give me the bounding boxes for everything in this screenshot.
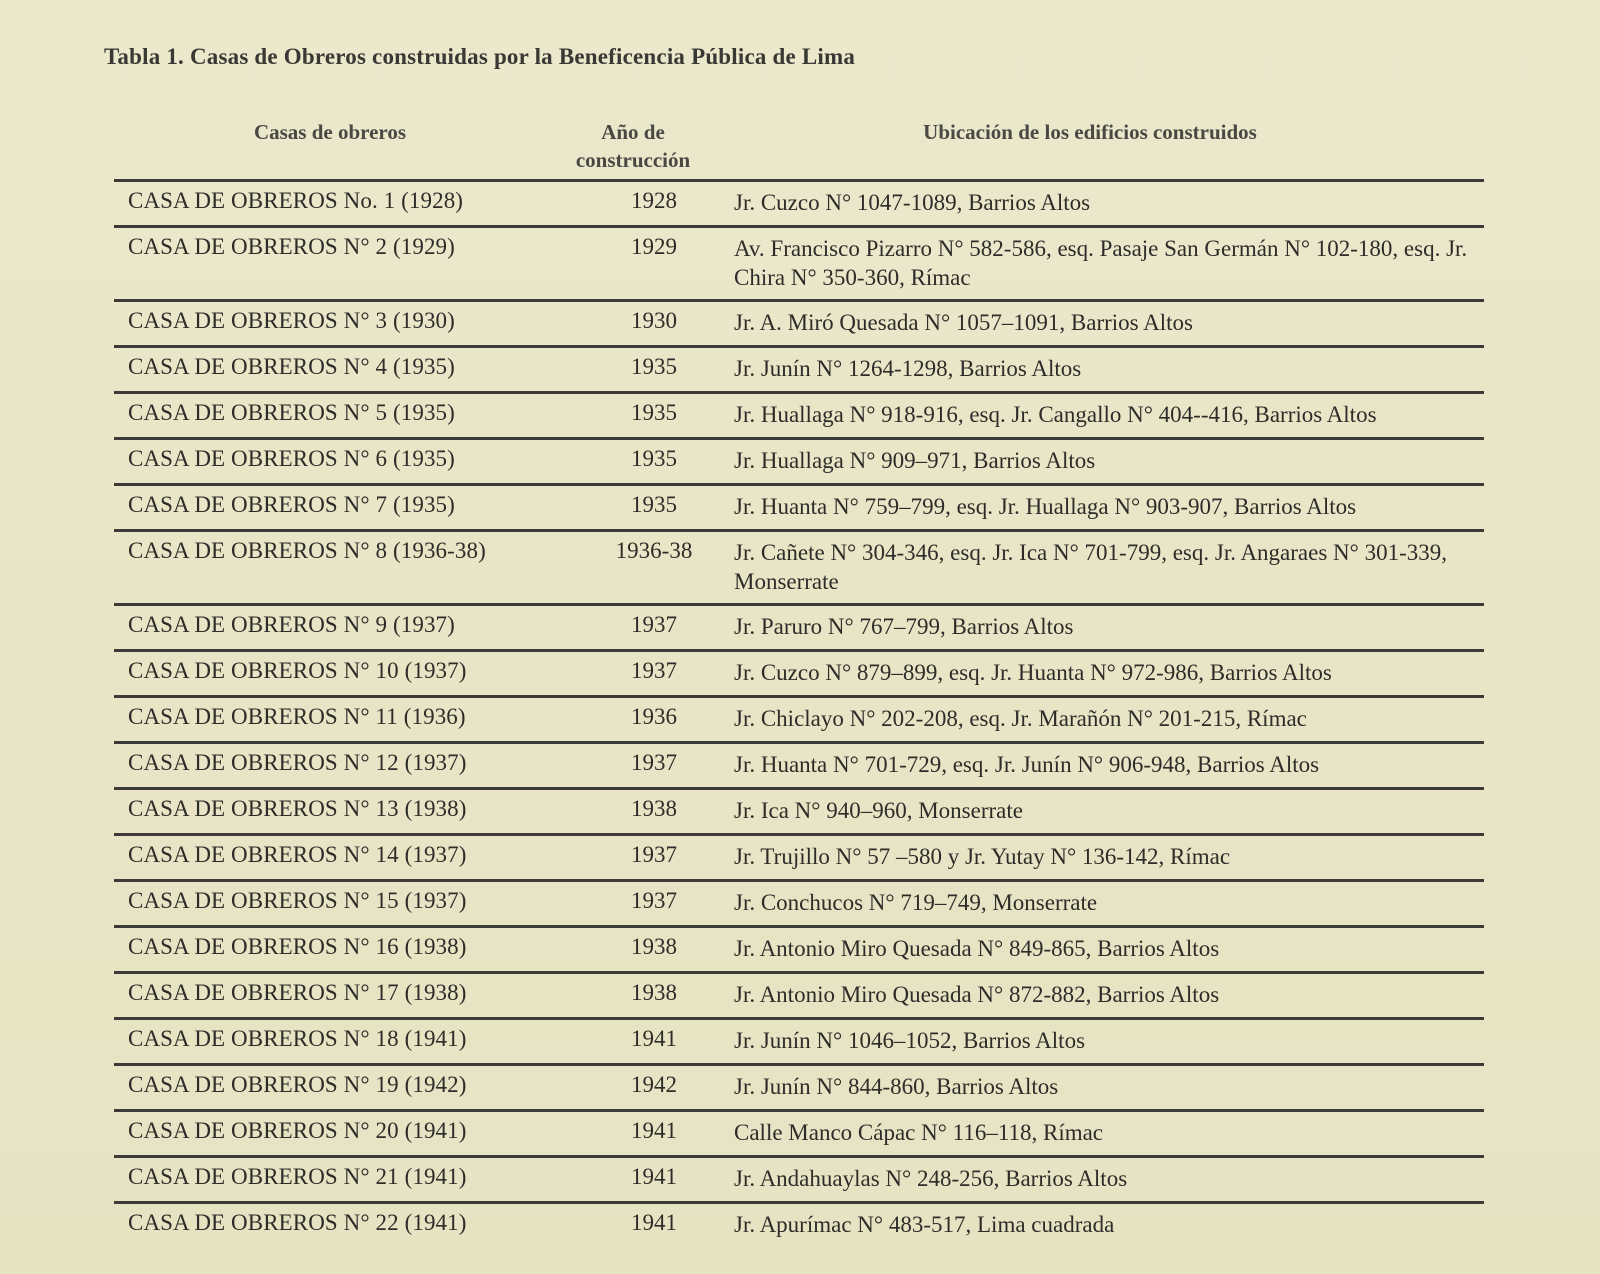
cell-year: 1941 — [631, 1026, 677, 1051]
table-row — [114, 603, 1484, 649]
table-row — [114, 925, 1484, 971]
cell-location: Jr. Huanta N° 701-729, esq. Jr. Junín N° 906-948, Barrios Altos — [734, 752, 1320, 777]
table-row — [114, 879, 1484, 925]
cell-location: Jr. Cuzco N° 1047-1089, Barrios Altos — [734, 190, 1091, 215]
cell-location: Jr. Huallaga N° 909–971, Barrios Altos — [734, 448, 1096, 473]
column-header-casas: Casas de obreros — [253, 120, 407, 144]
cell-year: 1941 — [631, 1118, 677, 1143]
cell-year: 1935 — [631, 354, 677, 379]
cell-location: Jr. Trujillo N° 57 –580 y Jr. Yutay N° 136-142, Rímac — [734, 844, 1231, 869]
cell-year: 1937 — [631, 612, 677, 637]
cell-casa-name: CASA DE OBREROS N° 15 (1937) — [128, 888, 467, 913]
table-row — [114, 1109, 1484, 1155]
table-row — [114, 529, 1484, 603]
cell-year: 1937 — [631, 888, 677, 913]
table-row — [114, 787, 1484, 833]
cell-casa-name: CASA DE OBREROS N° 17 (1938) — [128, 980, 467, 1005]
cell-casa-name: CASA DE OBREROS N° 3 (1930) — [128, 308, 455, 333]
cell-year: 1929 — [631, 234, 677, 259]
cell-location: Jr. Huanta N° 759–799, esq. Jr. Huallaga N° 903-907, Barrios Altos — [734, 494, 1357, 519]
cell-year: 1935 — [631, 492, 677, 517]
column-header-anio-line1: Año de — [601, 120, 665, 144]
cell-location: Jr. Paruro N° 767–799, Barrios Altos — [734, 614, 1074, 639]
table-body — [114, 179, 1484, 1247]
cell-year: 1938 — [631, 796, 677, 821]
cell-casa-name: CASA DE OBREROS N° 5 (1935) — [128, 400, 455, 425]
cell-year: 1941 — [631, 1164, 677, 1189]
cell-location: Jr. Antonio Miro Quesada N° 872-882, Barrios Altos — [734, 982, 1220, 1007]
table-row — [114, 437, 1484, 483]
cell-casa-name: CASA DE OBREROS N° 22 (1941) — [128, 1210, 467, 1235]
cell-year: 1935 — [631, 446, 677, 471]
table-row — [114, 1201, 1484, 1247]
cell-year: 1936-38 — [615, 538, 693, 563]
table-row — [114, 179, 1484, 225]
cell-casa-name: CASA DE OBREROS N° 6 (1935) — [128, 446, 455, 471]
cell-year: 1930 — [631, 308, 677, 333]
cell-location: Jr. Huallaga N° 918-916, esq. Jr. Cangallo N° 404--416, Barrios Altos — [734, 402, 1377, 427]
cell-casa-name: CASA DE OBREROS N° 10 (1937) — [128, 658, 467, 683]
cell-casa-name: CASA DE OBREROS N° 11 (1936) — [128, 704, 466, 729]
cell-location: Jr. Junín N° 1046–1052, Barrios Altos — [734, 1028, 1086, 1053]
cell-year: 1936 — [631, 704, 677, 729]
table-row — [114, 741, 1484, 787]
cell-casa-name: CASA DE OBREROS N° 19 (1942) — [128, 1072, 467, 1097]
cell-location: Jr. Junín N° 1264-1298, Barrios Altos — [734, 356, 1082, 381]
table-caption: Tabla 1. Casas de Obreros construidas por la Beneficencia Pública de Lima — [104, 44, 856, 69]
cell-casa-name: CASA DE OBREROS N° 8 (1936-38) — [128, 538, 486, 563]
cell-location: Jr. A. Miró Quesada N° 1057–1091, Barrios Altos — [734, 310, 1193, 335]
cell-casa-name: CASA DE OBREROS N° 14 (1937) — [128, 842, 467, 867]
table-row — [114, 299, 1484, 345]
cell-casa-name: CASA DE OBREROS N° 2 (1929) — [128, 234, 455, 259]
cell-location: Jr. Junín N° 844-860, Barrios Altos — [734, 1074, 1059, 1099]
cell-location: Jr. Ica N° 940–960, Monserrate — [734, 798, 1023, 823]
cell-casa-name: CASA DE OBREROS N° 7 (1935) — [128, 492, 455, 517]
cell-year: 1937 — [631, 842, 677, 867]
cell-location: Jr. Antonio Miro Quesada N° 849-865, Barrios Altos — [734, 936, 1220, 961]
cell-location: Jr. Conchucos N° 719–749, Monserrate — [734, 890, 1098, 915]
column-header-anio — [548, 118, 718, 174]
table-row — [114, 225, 1484, 299]
cell-year: 1935 — [631, 400, 677, 425]
cell-year: 1937 — [631, 750, 677, 775]
table-row — [114, 391, 1484, 437]
table-row — [114, 833, 1484, 879]
table-row — [114, 483, 1484, 529]
table-row — [114, 1017, 1484, 1063]
cell-casa-name: CASA DE OBREROS N° 16 (1938) — [128, 934, 467, 959]
cell-location: Jr. Chiclayo N° 202-208, esq. Jr. Marañón N° 201-215, Rímac — [734, 706, 1307, 731]
cell-casa-name: CASA DE OBREROS N° 12 (1937) — [128, 750, 467, 775]
cell-casa-name: CASA DE OBREROS N° 18 (1941) — [128, 1026, 467, 1051]
cell-casa-name: CASA DE OBREROS No. 1 (1928) — [128, 188, 464, 213]
cell-year: 1928 — [631, 188, 677, 213]
cell-year: 1937 — [631, 658, 677, 683]
table-row — [114, 971, 1484, 1017]
cell-location: Jr. Cuzco N° 879–899, esq. Jr. Huanta N° 972-986, Barrios Altos — [734, 660, 1332, 685]
cell-year: 1942 — [631, 1072, 677, 1097]
cell-casa-name: CASA DE OBREROS N° 20 (1941) — [128, 1118, 467, 1143]
cell-location: Av. Francisco Pizarro N° 582-586, esq. Pasaje San Germán N° 102-180, esq. Jr. Chira N° 350-360, Rímac — [734, 236, 1468, 290]
cell-casa-name: CASA DE OBREROS N° 4 (1935) — [128, 354, 455, 379]
cell-casa-name: CASA DE OBREROS N° 9 (1937) — [128, 612, 455, 637]
cell-location: Jr. Apurímac N° 483-517, Lima cuadrada — [734, 1212, 1115, 1237]
table-row — [114, 695, 1484, 741]
cell-location: Jr. Cañete N° 304-346, esq. Jr. Ica N° 701-799, esq. Jr. Angaraes N° 301-339, Monserrate — [734, 540, 1447, 594]
table-row — [114, 1155, 1484, 1201]
cell-year: 1938 — [631, 980, 677, 1005]
cell-location: Jr. Andahuaylas N° 248-256, Barrios Altos — [734, 1166, 1128, 1191]
cell-casa-name: CASA DE OBREROS N° 13 (1938) — [128, 796, 467, 821]
table-row — [114, 1063, 1484, 1109]
cell-casa-name: CASA DE OBREROS N° 21 (1941) — [128, 1164, 467, 1189]
column-header-ubicacion: Ubicación de los edificios construidos — [923, 120, 1257, 144]
column-header-anio-line2: construcción — [575, 148, 691, 172]
cell-year: 1941 — [631, 1210, 677, 1235]
table-row — [114, 345, 1484, 391]
cell-location: Calle Manco Cápac N° 116–118, Rímac — [734, 1120, 1104, 1145]
table-row — [114, 649, 1484, 695]
cell-year: 1938 — [631, 934, 677, 959]
